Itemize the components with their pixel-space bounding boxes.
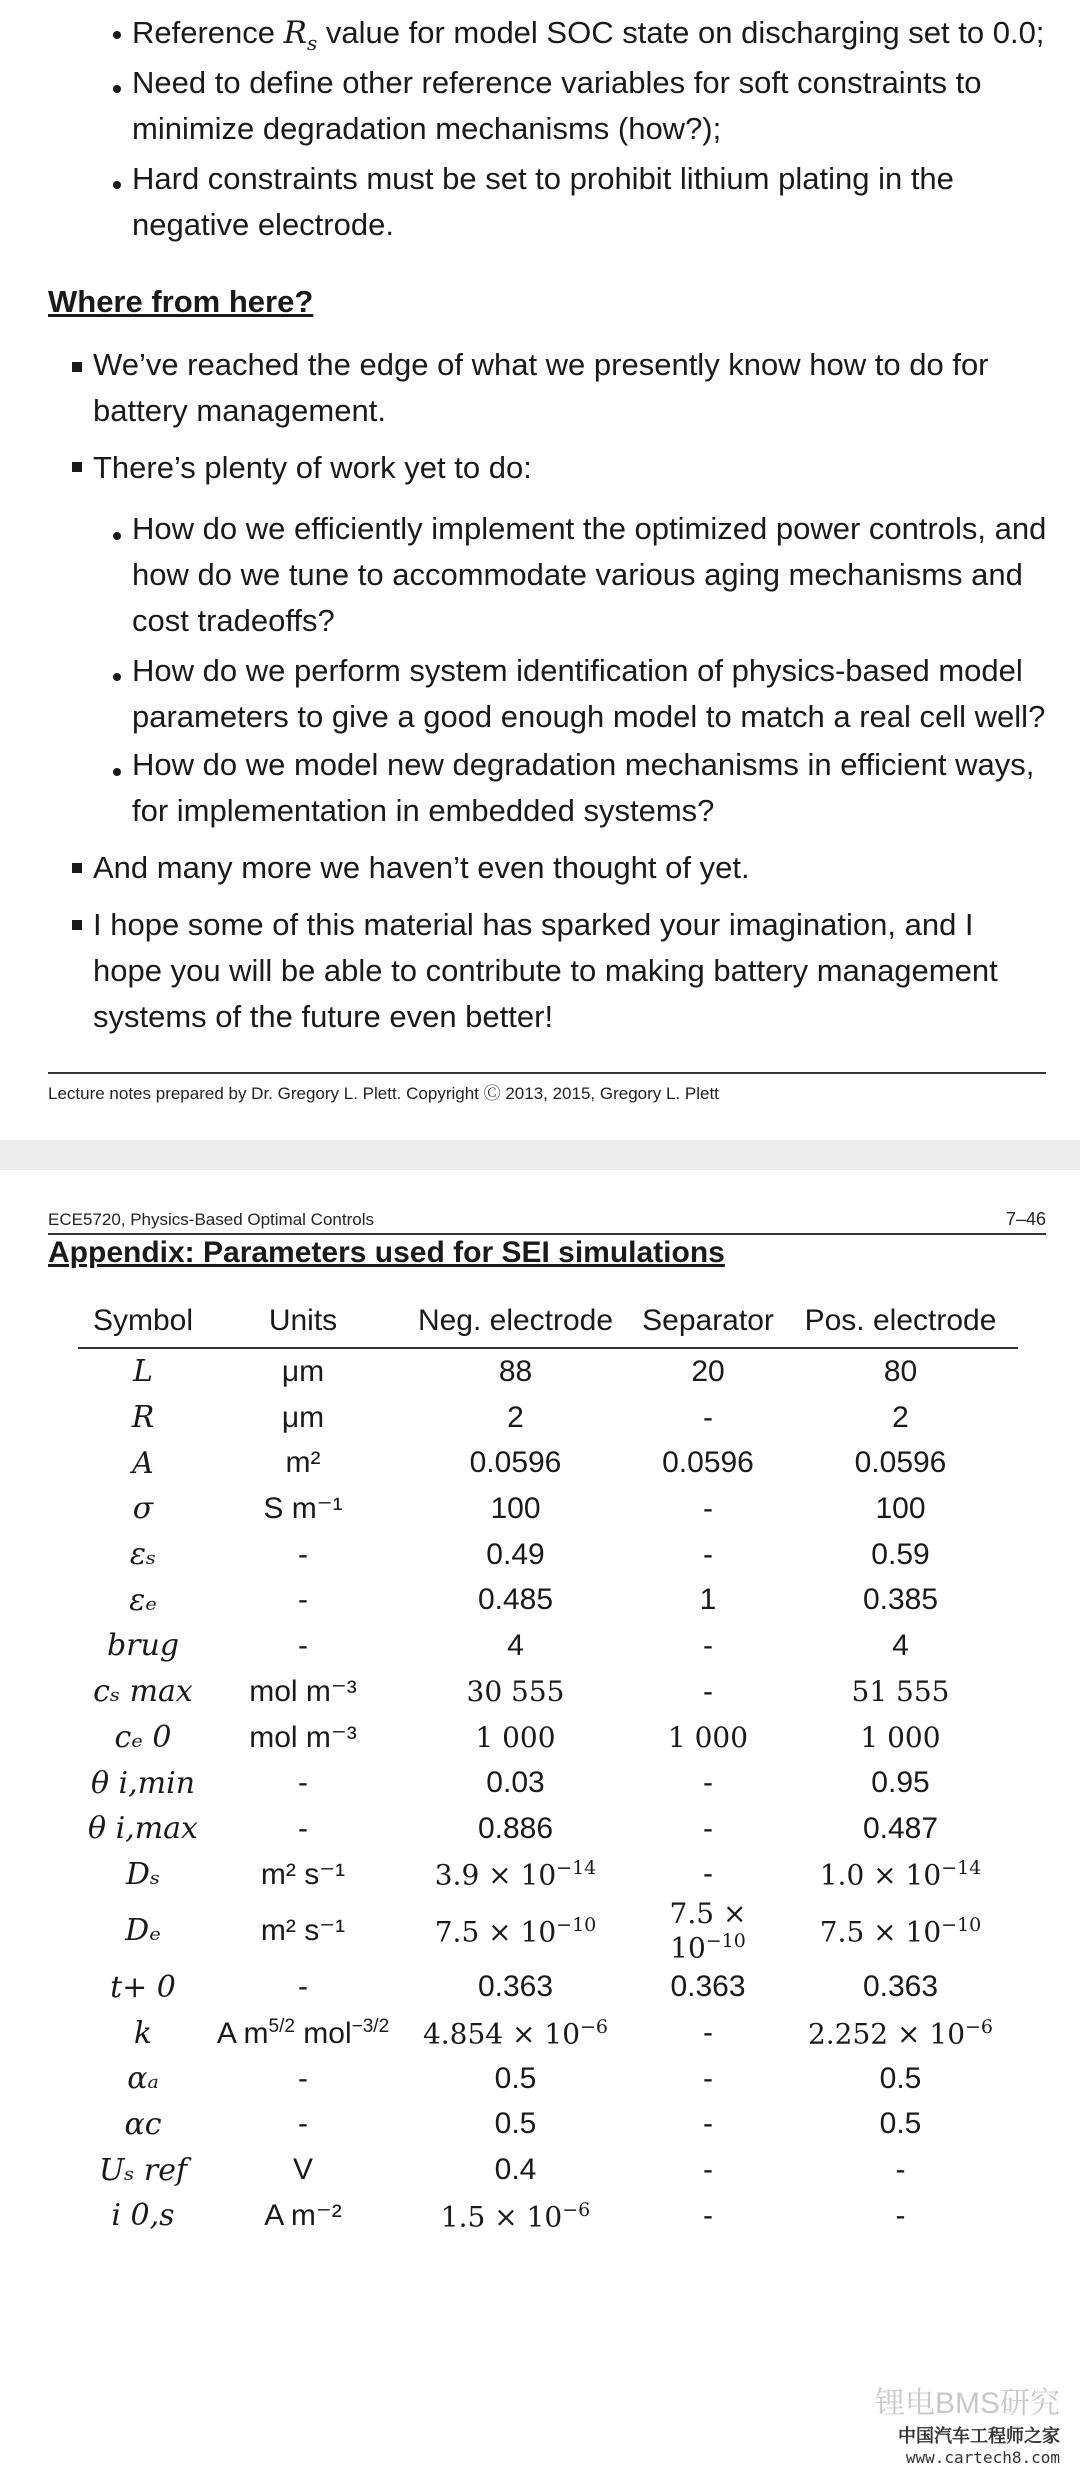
table-cell-neg: $7.5 \times 10^{-10}$ bbox=[434, 1913, 597, 1949]
table-cell-sym: Dₑ bbox=[125, 1913, 161, 1949]
table-cell-units: μm bbox=[281, 1400, 325, 1434]
table-row bbox=[78, 1623, 1018, 1669]
bullet-dot bbox=[113, 31, 121, 39]
table-cell-sep: - bbox=[703, 1537, 713, 1571]
table-cell-sep: - bbox=[703, 2153, 713, 2187]
table-cell-pos: 0.5 bbox=[879, 2061, 922, 2095]
table-cell-neg: 0.5 bbox=[494, 2107, 537, 2141]
bullet-dot bbox=[113, 181, 121, 189]
page-gap bbox=[0, 1140, 1080, 1170]
table-cell-pos: $7.5 \times 10^{-10}$ bbox=[819, 1913, 982, 1949]
table-row bbox=[78, 1486, 1018, 1532]
table-cell-units: - bbox=[298, 1628, 308, 1662]
table-row bbox=[78, 1348, 1018, 1395]
table-cell-sym: cₛ max bbox=[93, 1674, 193, 1710]
list-item: And many more we haven’t even thought of yet. bbox=[93, 850, 750, 885]
table-cell-sym: cₑ 0 bbox=[114, 1719, 172, 1755]
column-header: Units bbox=[208, 1295, 398, 1348]
table-cell-neg: 0.49 bbox=[486, 1537, 545, 1571]
bullet-dot bbox=[113, 85, 121, 93]
table-body bbox=[78, 1348, 1018, 2239]
list-item-continuation: systems of the future even better! bbox=[93, 999, 554, 1034]
table-cell-sym: αc bbox=[124, 2106, 162, 2142]
sub-list-item-continuation: for implementation in embedded systems? bbox=[132, 793, 715, 828]
square-bullet bbox=[72, 863, 82, 873]
table-cell-units: - bbox=[298, 1583, 308, 1617]
table-cell-units: mol m⁻³ bbox=[249, 1675, 357, 1709]
table-cell-sep: 1 000 bbox=[667, 1720, 749, 1754]
table-cell-units: - bbox=[298, 2061, 308, 2095]
table-cell-pos: 0.5 bbox=[879, 2107, 922, 2141]
table-cell-sep: 1 bbox=[699, 1583, 717, 1617]
table-cell-pos: 51 555 bbox=[851, 1675, 950, 1709]
section-heading: Where from here? bbox=[48, 284, 314, 319]
column-header: Symbol bbox=[78, 1295, 208, 1348]
table-cell-sym: R bbox=[131, 1400, 155, 1436]
table-row bbox=[78, 2193, 1018, 2239]
table-cell-sym: θ i,max bbox=[88, 1811, 198, 1847]
table-cell-neg: 100 bbox=[490, 1491, 541, 1525]
table-cell-sym: θ i,min bbox=[90, 1765, 196, 1801]
table-cell-neg: $3.9 \times 10^{-14}$ bbox=[434, 1857, 597, 1892]
table-cell-pos: - bbox=[895, 2198, 906, 2232]
table-cell-sep: 0.363 bbox=[670, 1970, 746, 2004]
table-cell-sep: 0.0596 bbox=[662, 1446, 754, 1480]
table-cell-pos: 0.487 bbox=[862, 1811, 939, 1845]
list-item: Hard constraints must be set to prohibit lithium plating in the bbox=[132, 161, 954, 196]
square-bullet bbox=[72, 920, 82, 930]
column-header: Neg. electrode bbox=[398, 1295, 633, 1348]
table-row bbox=[78, 1852, 1018, 1898]
table-cell-pos: 100 bbox=[875, 1491, 926, 1525]
table-cell-sep: - bbox=[703, 2016, 713, 2050]
table-cell-sym: t+ 0 bbox=[110, 1969, 176, 2005]
sub-list-item: How do we perform system identification of physics-based model bbox=[132, 653, 1023, 688]
table-cell-neg: 0.5 bbox=[494, 2061, 537, 2095]
watermark-url: www.cartech8.com bbox=[905, 2448, 1060, 2467]
table-row bbox=[78, 2056, 1018, 2102]
table-cell-sym: k bbox=[133, 2015, 153, 2051]
table-cell-sym: i 0,s bbox=[111, 2198, 175, 2234]
table-cell-sym: L bbox=[133, 1354, 153, 1390]
table-cell-sym: Dₛ bbox=[125, 1856, 161, 1892]
page-bottom bbox=[0, 1170, 1080, 2475]
list-item-continuation: negative electrode. bbox=[132, 207, 394, 242]
table-cell-neg: 4 bbox=[507, 1628, 524, 1662]
list-item: I hope some of this material has sparked your imagination, and I bbox=[93, 907, 974, 942]
table-row bbox=[78, 1440, 1018, 1486]
table-cell-sym: εₑ bbox=[129, 1582, 157, 1618]
table-cell-sym: brug bbox=[106, 1628, 180, 1664]
table-cell-sep: - bbox=[703, 1674, 713, 1708]
header-rule bbox=[48, 1233, 1046, 1235]
table-cell-sym: αₐ bbox=[127, 2061, 159, 2097]
table-row bbox=[78, 2147, 1018, 2193]
table-cell-units: - bbox=[298, 2107, 308, 2141]
list-item: There’s plenty of work yet to do: bbox=[93, 450, 532, 485]
table-cell-pos: 2 bbox=[892, 1400, 909, 1434]
column-header: Pos. electrode bbox=[783, 1295, 1018, 1348]
parameters-table bbox=[78, 1295, 1018, 2239]
table-cell-units: m² s⁻¹ bbox=[260, 1857, 346, 1891]
sub-list-item: How do we model new degradation mechanisms in efficient ways, bbox=[132, 747, 1035, 782]
sub-list-item-continuation: how do we tune to accommodate various aging mechanisms and bbox=[132, 557, 1023, 592]
table-header-row bbox=[78, 1295, 1018, 1348]
table-row bbox=[78, 1395, 1018, 1441]
table-cell-sym: σ bbox=[132, 1491, 154, 1527]
watermark-brand: 锂电BMS研究 bbox=[874, 2387, 1060, 2420]
bullet-dot bbox=[113, 532, 121, 540]
table-row bbox=[78, 1965, 1018, 2011]
table-cell-units: m² s⁻¹ bbox=[260, 1914, 346, 1948]
table-cell-pos: 1 000 bbox=[860, 1720, 941, 1754]
page-number: 7–46 bbox=[1005, 1209, 1046, 1229]
table-cell-sep: - bbox=[703, 1857, 713, 1891]
table-row bbox=[78, 1577, 1018, 1623]
table-cell-sym: A bbox=[132, 1445, 154, 1481]
table-cell-sym: εₛ bbox=[129, 1537, 157, 1573]
table-row bbox=[78, 1532, 1018, 1578]
table-cell-neg: 1 000 bbox=[475, 1720, 556, 1754]
table-cell-neg: 30 555 bbox=[466, 1675, 565, 1709]
table-cell-pos: 0.95 bbox=[871, 1766, 930, 1800]
table-cell-pos: 4 bbox=[892, 1628, 909, 1662]
running-header: ECE5720, Physics-Based Optimal Controls bbox=[48, 1210, 374, 1229]
table-cell-neg: 0.4 bbox=[494, 2153, 537, 2187]
column-header: Separator bbox=[633, 1295, 783, 1348]
table-cell-pos: $1.0 \times 10^{-14}$ bbox=[819, 1857, 982, 1892]
table-cell-sep: 20 bbox=[691, 1354, 725, 1388]
table-cell-pos: 0.59 bbox=[871, 1537, 930, 1571]
list-item: We’ve reached the edge of what we presently know how to do for bbox=[93, 347, 989, 382]
table-cell-pos: - bbox=[895, 2153, 906, 2187]
appendix-title: Appendix: Parameters used for SEI simulations bbox=[48, 1236, 725, 1269]
list-item-continuation: minimize degradation mechanisms (how?); bbox=[132, 111, 722, 146]
table-cell-sep: - bbox=[703, 2061, 713, 2095]
square-bullet bbox=[72, 462, 82, 472]
table-cell-units: m² bbox=[285, 1446, 321, 1480]
table-cell-units: A m⁻² bbox=[264, 2199, 342, 2233]
list-item-continuation: hope you will be able to contribute to making battery management bbox=[93, 953, 998, 988]
table-cell-sep: - bbox=[703, 1766, 713, 1800]
table-cell-sep: - bbox=[703, 1628, 713, 1662]
table-cell-neg: 0.886 bbox=[477, 1811, 554, 1845]
text: Reference bbox=[132, 15, 284, 50]
footer-rule bbox=[48, 1072, 1046, 1074]
watermark-site-name: 中国汽车工程师之家 bbox=[898, 2426, 1060, 2446]
bullet-dot bbox=[113, 673, 121, 681]
table-cell-sep: - bbox=[703, 2198, 713, 2232]
table-cell-units: - bbox=[298, 1537, 308, 1571]
table-row bbox=[78, 1760, 1018, 1806]
page-footer: Lecture notes prepared by Dr. Gregory L. Plett. Copyright Ⓒ 2013, 2015, Gregory L. Plett bbox=[48, 1084, 719, 1103]
table-cell-units: - bbox=[298, 1811, 308, 1845]
table-cell-pos: 0.0596 bbox=[854, 1446, 947, 1480]
list-item bbox=[132, 10, 1044, 66]
table-cell-pos: $2.252 \times 10^{-6}$ bbox=[807, 2015, 994, 2051]
table-row bbox=[78, 1715, 1018, 1761]
table-cell-sep: - bbox=[703, 1491, 713, 1525]
table-cell-neg: 88 bbox=[498, 1354, 533, 1388]
table-cell-pos: 0.363 bbox=[862, 1970, 939, 2004]
table-row bbox=[78, 1669, 1018, 1715]
list-item-continuation: battery management. bbox=[93, 393, 386, 428]
table-cell-sep: - bbox=[703, 2107, 713, 2141]
table-cell-units: mol m⁻³ bbox=[249, 1720, 357, 1754]
bullet-dot bbox=[113, 768, 121, 776]
table-cell-neg: $1.5 \times 10^{-6}$ bbox=[440, 2198, 591, 2234]
table-cell-units: S m⁻¹ bbox=[263, 1492, 343, 1526]
square-bullet bbox=[72, 362, 82, 372]
text: value for model SOC state on discharging set to 0.0; bbox=[317, 15, 1045, 50]
table-cell-sym: Uₛ ref bbox=[98, 2152, 188, 2188]
table-cell-sep: $7.5 \times 10^{-10}$ bbox=[669, 1897, 747, 1965]
list-item: Need to define other reference variables for soft constraints to bbox=[132, 65, 982, 100]
sub-list-item: How do we efficiently implement the optimized power controls, and bbox=[132, 511, 1047, 546]
table-cell-units: - bbox=[298, 1766, 308, 1800]
table-row bbox=[78, 2102, 1018, 2148]
table-cell-sep: - bbox=[703, 1811, 713, 1845]
table-cell-sep: - bbox=[703, 1400, 713, 1434]
table-row bbox=[78, 1806, 1018, 1852]
table-cell-pos: 0.385 bbox=[862, 1583, 939, 1617]
table-cell-units: - bbox=[298, 1970, 308, 2004]
watermark bbox=[875, 2378, 1060, 2467]
math-symbol: R bbox=[283, 15, 307, 51]
table-cell-neg: 0.0596 bbox=[469, 1446, 562, 1480]
table-cell-units: μm bbox=[281, 1354, 325, 1388]
table-cell-neg: $4.854 \times 10^{-6}$ bbox=[422, 2015, 609, 2051]
table-cell-units: A $m^{5/2}$ mol$^{-3/2}$ bbox=[216, 2015, 390, 2050]
sub-list-item-continuation: cost tradeoffs? bbox=[132, 603, 335, 638]
table-cell-neg: 2 bbox=[507, 1400, 524, 1434]
table-cell-neg: 0.485 bbox=[477, 1583, 554, 1617]
table-cell-units: V bbox=[292, 2153, 313, 2187]
table-cell-neg: 0.03 bbox=[486, 1766, 545, 1800]
page-top bbox=[0, 0, 1080, 1140]
sub-list-item-continuation: parameters to give a good enough model to match a real cell well? bbox=[132, 699, 1046, 734]
table-row bbox=[78, 2010, 1018, 2056]
table-cell-pos: 80 bbox=[883, 1354, 918, 1388]
table-row bbox=[78, 1897, 1018, 1964]
table-cell-neg: 0.363 bbox=[477, 1970, 554, 2004]
math-subscript: s bbox=[306, 31, 318, 56]
